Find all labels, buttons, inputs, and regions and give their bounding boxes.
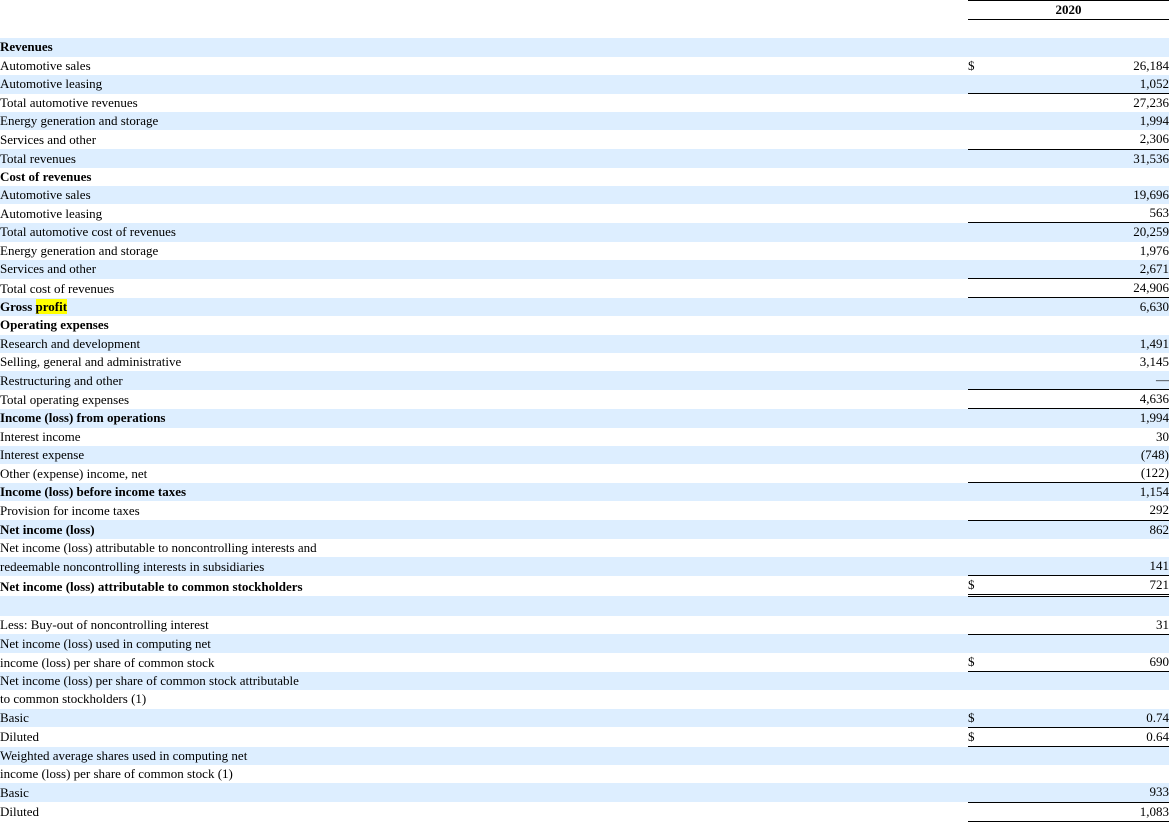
table-row <box>0 279 1169 298</box>
column-header-year: 2020 <box>968 1 1169 20</box>
table-row <box>0 672 1169 691</box>
currency-symbol <box>968 130 998 149</box>
row-label: Income (loss) before income taxes <box>0 483 968 502</box>
row-value: 721 <box>998 576 1169 596</box>
currency-symbol <box>968 335 998 353</box>
row-label: Cost of revenues <box>0 168 968 186</box>
table-row <box>0 38 1169 56</box>
currency-symbol <box>968 223 998 242</box>
row-value: 0.74 <box>998 709 1169 728</box>
spacer-cell <box>0 20 1169 39</box>
row-value: 4,636 <box>998 390 1169 409</box>
table-row <box>0 316 1169 334</box>
currency-symbol <box>968 353 998 371</box>
currency-symbol: $ <box>968 57 998 75</box>
row-value <box>998 316 1169 334</box>
table-row <box>0 112 1169 130</box>
currency-symbol <box>968 672 998 691</box>
row-label: Gross profit <box>0 298 968 317</box>
currency-symbol <box>968 316 998 334</box>
row-label: income (loss) per share of common stock <box>0 653 968 672</box>
row-value: 1,994 <box>998 112 1169 130</box>
row-label: Net income (loss) per share of common stock attributable <box>0 672 968 691</box>
row-value: 30 <box>998 428 1169 446</box>
currency-symbol <box>968 464 998 483</box>
table-row <box>0 223 1169 242</box>
table-row <box>0 783 1169 802</box>
table-row <box>0 260 1169 279</box>
row-label: Total automotive cost of revenues <box>0 223 968 242</box>
row-label: Total automotive revenues <box>0 94 968 113</box>
row-value: (748) <box>998 446 1169 464</box>
currency-symbol <box>968 168 998 186</box>
row-value: 292 <box>998 501 1169 520</box>
row-label: Other (expense) income, net <box>0 464 968 483</box>
currency-symbol <box>968 94 998 113</box>
currency-symbol <box>968 112 998 130</box>
row-label: Selling, general and administrative <box>0 353 968 371</box>
row-value <box>998 596 1169 616</box>
currency-symbol <box>968 38 998 56</box>
currency-symbol <box>968 783 998 802</box>
row-value <box>998 38 1169 56</box>
currency-symbol: $ <box>968 653 998 672</box>
row-label: Revenues <box>0 38 968 56</box>
row-value: 933 <box>998 783 1169 802</box>
currency-symbol <box>968 428 998 446</box>
row-label: to common stockholders (1) <box>0 690 968 708</box>
currency-symbol <box>968 557 998 576</box>
row-value: 563 <box>998 204 1169 223</box>
search-highlight: profit <box>35 299 68 315</box>
row-label: Energy generation and storage <box>0 242 968 260</box>
row-value <box>998 634 1169 653</box>
currency-symbol <box>968 242 998 260</box>
row-label: Net income (loss) attributable to noncontrolling interests and <box>0 539 968 557</box>
row-label: Automotive leasing <box>0 204 968 223</box>
table-row <box>0 94 1169 113</box>
table-row <box>0 802 1169 821</box>
statement-rows <box>0 38 1169 821</box>
table-row <box>0 727 1169 746</box>
currency-symbol <box>968 802 998 821</box>
table-row <box>0 428 1169 446</box>
row-label: Basic <box>0 709 968 728</box>
row-value: 1,083 <box>998 802 1169 821</box>
currency-symbol <box>968 616 998 635</box>
table-row <box>0 409 1169 428</box>
currency-symbol <box>968 690 998 708</box>
row-value: 31 <box>998 616 1169 635</box>
row-label: Research and development <box>0 335 968 353</box>
row-label: Interest expense <box>0 446 968 464</box>
row-value: 1,052 <box>998 75 1169 94</box>
table-row <box>0 186 1169 204</box>
row-value: 27,236 <box>998 94 1169 113</box>
currency-symbol: $ <box>968 576 998 596</box>
table-row <box>0 634 1169 653</box>
currency-symbol <box>968 409 998 428</box>
currency-symbol <box>968 279 998 298</box>
table-row <box>0 483 1169 502</box>
table-row <box>0 57 1169 75</box>
table-row <box>0 576 1169 596</box>
row-value: 862 <box>998 520 1169 539</box>
currency-symbol <box>968 483 998 502</box>
currency-symbol: $ <box>968 727 998 746</box>
row-label: income (loss) per share of common stock (1) <box>0 765 968 783</box>
table-row <box>0 204 1169 223</box>
currency-symbol <box>968 149 998 168</box>
header-label-cell <box>0 1 968 20</box>
row-value: 31,536 <box>998 149 1169 168</box>
row-value: 2,306 <box>998 130 1169 149</box>
currency-symbol <box>968 390 998 409</box>
currency-symbol <box>968 747 998 766</box>
currency-symbol <box>968 298 998 317</box>
table-body <box>0 1 1169 39</box>
row-value: 1,154 <box>998 483 1169 502</box>
table-header-row <box>0 1 1169 20</box>
row-label: Total revenues <box>0 149 968 168</box>
row-value: 3,145 <box>998 353 1169 371</box>
header-spacer-row <box>0 20 1169 39</box>
table-row <box>0 335 1169 353</box>
table-row <box>0 616 1169 635</box>
row-value <box>998 539 1169 557</box>
currency-symbol <box>968 520 998 539</box>
row-value <box>998 168 1169 186</box>
row-value <box>998 747 1169 766</box>
table-row <box>0 390 1169 409</box>
row-label: Automotive sales <box>0 186 968 204</box>
row-label: Net income (loss) used in computing net <box>0 634 968 653</box>
row-label: Total cost of revenues <box>0 279 968 298</box>
row-value: 690 <box>998 653 1169 672</box>
table-row <box>0 130 1169 149</box>
row-value: 1,994 <box>998 409 1169 428</box>
row-value: 19,696 <box>998 186 1169 204</box>
currency-symbol <box>968 539 998 557</box>
row-value: (122) <box>998 464 1169 483</box>
row-value: 0.64 <box>998 727 1169 746</box>
table-row <box>0 501 1169 520</box>
table-row <box>0 596 1169 616</box>
currency-symbol <box>968 204 998 223</box>
currency-symbol: $ <box>968 709 998 728</box>
row-label: Services and other <box>0 260 968 279</box>
row-value <box>998 690 1169 708</box>
row-value: 1,976 <box>998 242 1169 260</box>
row-value: 6,630 <box>998 298 1169 317</box>
row-value: 26,184 <box>998 57 1169 75</box>
row-label: Net income (loss) attributable to common stockholders <box>0 576 968 596</box>
table-row <box>0 557 1169 576</box>
row-value: 20,259 <box>998 223 1169 242</box>
table-row <box>0 520 1169 539</box>
table-row <box>0 653 1169 672</box>
currency-symbol <box>968 765 998 783</box>
table-row <box>0 168 1169 186</box>
table-row <box>0 149 1169 168</box>
row-label: redeemable noncontrolling interests in subsidiaries <box>0 557 968 576</box>
currency-symbol <box>968 446 998 464</box>
row-label: Weighted average shares used in computing net <box>0 747 968 766</box>
table-row <box>0 690 1169 708</box>
table-row <box>0 747 1169 766</box>
row-label: Net income (loss) <box>0 520 968 539</box>
row-label: Diluted <box>0 802 968 821</box>
currency-symbol <box>968 186 998 204</box>
row-value: — <box>998 371 1169 390</box>
row-label: Provision for income taxes <box>0 501 968 520</box>
table-row <box>0 539 1169 557</box>
row-label: Basic <box>0 783 968 802</box>
row-value: 141 <box>998 557 1169 576</box>
currency-symbol <box>968 75 998 94</box>
table-row <box>0 75 1169 94</box>
currency-symbol <box>968 634 998 653</box>
currency-symbol <box>968 260 998 279</box>
table-row <box>0 353 1169 371</box>
row-label: Diluted <box>0 727 968 746</box>
row-value: 1,491 <box>998 335 1169 353</box>
table-row <box>0 298 1169 317</box>
row-label: Energy generation and storage <box>0 112 968 130</box>
row-label: Automotive sales <box>0 57 968 75</box>
row-value: 24,906 <box>998 279 1169 298</box>
table-row <box>0 242 1169 260</box>
currency-symbol <box>968 371 998 390</box>
row-label: Restructuring and other <box>0 371 968 390</box>
table-row <box>0 464 1169 483</box>
table-row <box>0 765 1169 783</box>
row-value <box>998 765 1169 783</box>
row-label: Operating expenses <box>0 316 968 334</box>
currency-symbol <box>968 596 998 616</box>
row-label: Income (loss) from operations <box>0 409 968 428</box>
row-label: Interest income <box>0 428 968 446</box>
table-row <box>0 371 1169 390</box>
row-label: Automotive leasing <box>0 75 968 94</box>
currency-symbol <box>968 501 998 520</box>
row-value <box>998 672 1169 691</box>
row-value: 2,671 <box>998 260 1169 279</box>
row-label <box>0 596 968 616</box>
table-row <box>0 709 1169 728</box>
row-label: Total operating expenses <box>0 390 968 409</box>
table-row <box>0 446 1169 464</box>
row-label: Services and other <box>0 130 968 149</box>
row-label: Less: Buy-out of noncontrolling interest <box>0 616 968 635</box>
